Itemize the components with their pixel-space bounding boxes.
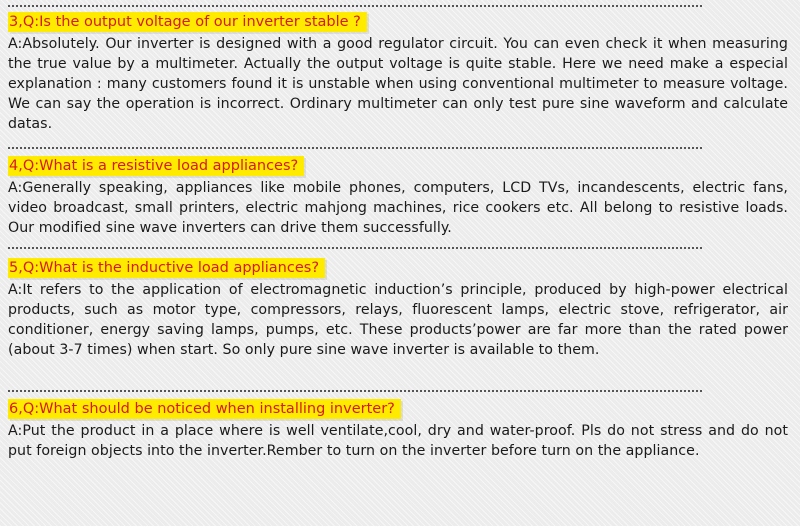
faq-answer: A:Generally speaking, appliances like mobile phones, computers, LCD TVs, incandescents, electric fans, video broadcast, small printers, electric mahjong machines, rice cookers etc. All belong to resistive loads. Our modified sine wave inverters can drive them successfully. [8, 180, 788, 236]
dotted-divider [8, 390, 702, 392]
dotted-divider [8, 5, 702, 7]
faq-question: 4,Q:What is a resistive load appliances? [8, 156, 304, 176]
faq-item-6 [8, 398, 788, 461]
faq-item-4 [8, 155, 788, 238]
dotted-divider [8, 147, 702, 149]
faq-question: 5,Q:What is the inductive load appliances? [8, 258, 325, 278]
dotted-divider [8, 247, 702, 249]
faq-question: 3,Q:Is the output voltage of our inverter stable ? [8, 12, 367, 32]
faq-answer: A:It refers to the application of electromagnetic induction’s principle, produced by high-power electrical products, such as motor type, compressors, relays, fluorescent lamps, electric stove, refrigerator, air conditioner, energy saving lamps, pumps, etc. These products’power are far more than the rated power (about 3-7 times) when start. So only pure sine wave inverter is available to them. [8, 282, 788, 358]
faq-answer: A:Absolutely. Our inverter is designed with a good regulator circuit. You can even check it when measuring the true value by a multimeter. Actually the output voltage is quite stable. Here we need make a especial explanation : many customers found it is unstable when using conventional multimeter to measure voltage. We can say the operation is incorrect. Ordinary multimeter can only test pure sine waveform and calculate datas. [8, 36, 788, 132]
faq-item-3 [8, 11, 788, 134]
faq-item-5 [8, 257, 788, 360]
faq-question: 6,Q:What should be noticed when installing inverter? [8, 399, 401, 419]
faq-answer: A:Put the product in a place where is well ventilate,cool, dry and water-proof. Pls do not stress and do not put foreign objects into the inverter.Rember to turn on the inverter before turn on the appliance. [8, 423, 788, 459]
